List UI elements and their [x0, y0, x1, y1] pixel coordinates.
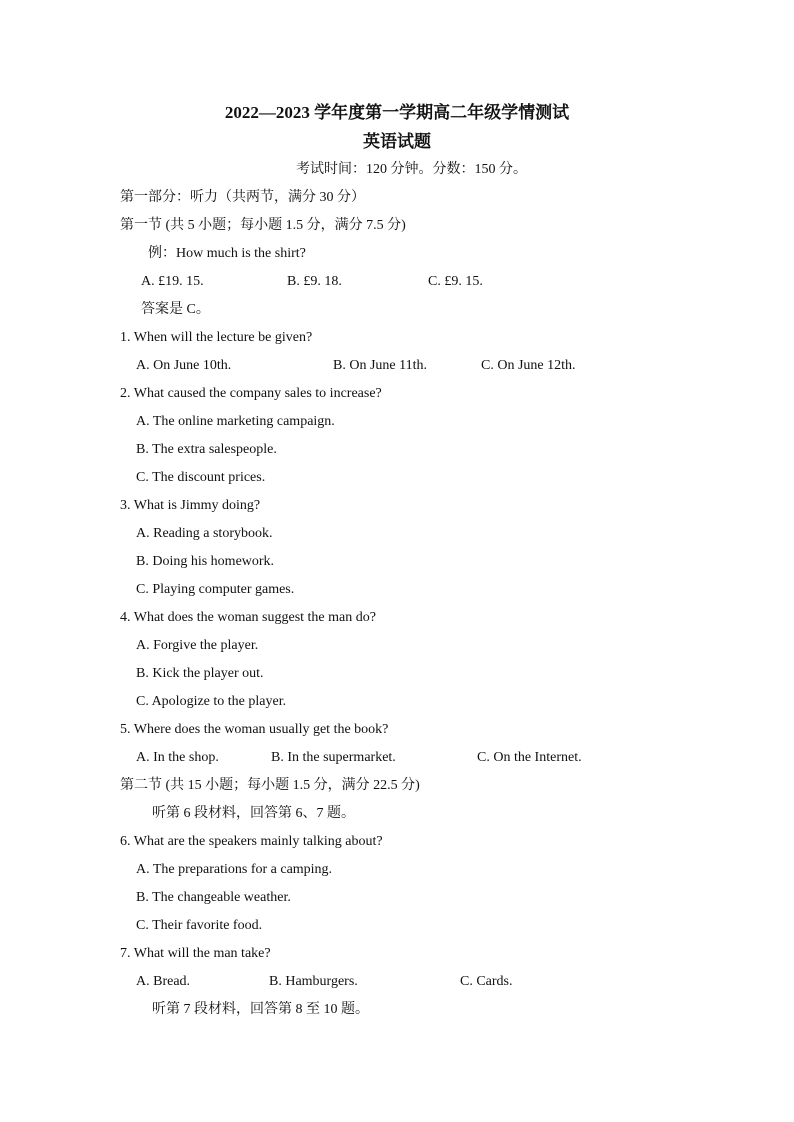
example-question: 例：How much is the shirt? — [148, 246, 306, 261]
material-6-instruction: 听第 6 段材料，回答第 6、7 题。 — [152, 806, 355, 821]
q2-option-b: B. The extra salespeople. — [136, 442, 277, 457]
section2-heading: 第二节 (共 15 小题；每小题 1.5 分，满分 22.5 分) — [120, 778, 420, 793]
question-2: 2. What caused the company sales to increase? — [120, 386, 382, 401]
question-4: 4. What does the woman suggest the man do? — [120, 610, 376, 625]
example-option-a: A. £19. 15. — [141, 274, 204, 289]
q2-option-c: C. The discount prices. — [136, 470, 266, 485]
example-option-b: B. £9. 18. — [287, 274, 342, 289]
q2-option-a: A. The online marketing campaign. — [136, 414, 335, 429]
q5-option-a: A. In the shop. — [136, 750, 219, 765]
exam-title: 2022—2023 学年度第一学期高二年级学情测试 — [224, 103, 570, 122]
question-1: 1. When will the lecture be given? — [120, 330, 313, 345]
example-option-c: C. £9. 15. — [428, 274, 483, 289]
exam-info: 考试时间：120 分钟。分数：150 分。 — [296, 162, 527, 177]
q3-option-b: B. Doing his homework. — [136, 554, 275, 569]
q7-option-b: B. Hamburgers. — [269, 974, 358, 989]
question-6: 6. What are the speakers mainly talking about? — [120, 834, 383, 849]
exam-subtitle: 英语试题 — [363, 132, 431, 151]
q1-option-c: C. On June 12th. — [481, 358, 576, 373]
q4-option-b: B. Kick the player out. — [136, 666, 264, 681]
example-answer: 答案是 C。 — [141, 302, 210, 317]
part1-heading: 第一部分：听力（共两节，满分 30 分） — [120, 190, 365, 205]
q3-option-a: A. Reading a storybook. — [136, 526, 273, 541]
q5-option-b: B. In the supermarket. — [271, 750, 396, 765]
material-7-instruction: 听第 7 段材料，回答第 8 至 10 题。 — [152, 1002, 369, 1017]
q1-option-b: B. On June 11th. — [333, 358, 427, 373]
q1-option-a: A. On June 10th. — [136, 358, 232, 373]
q3-option-c: C. Playing computer games. — [136, 582, 295, 597]
q6-option-a: A. The preparations for a camping. — [136, 862, 333, 877]
q7-option-c: C. Cards. — [460, 974, 513, 989]
question-3: 3. What is Jimmy doing? — [120, 498, 261, 513]
question-7: 7. What will the man take? — [120, 946, 271, 961]
q6-option-c: C. Their favorite food. — [136, 918, 263, 933]
question-5: 5. Where does the woman usually get the book? — [120, 722, 389, 737]
q7-option-a: A. Bread. — [136, 974, 191, 989]
q6-option-b: B. The changeable weather. — [136, 890, 291, 905]
q4-option-c: C. Apologize to the player. — [136, 694, 287, 709]
q5-option-c: C. On the Internet. — [477, 750, 582, 765]
section1-heading: 第一节 (共 5 小题；每小题 1.5 分，满分 7.5 分) — [120, 218, 406, 233]
q4-option-a: A. Forgive the player. — [136, 638, 259, 653]
